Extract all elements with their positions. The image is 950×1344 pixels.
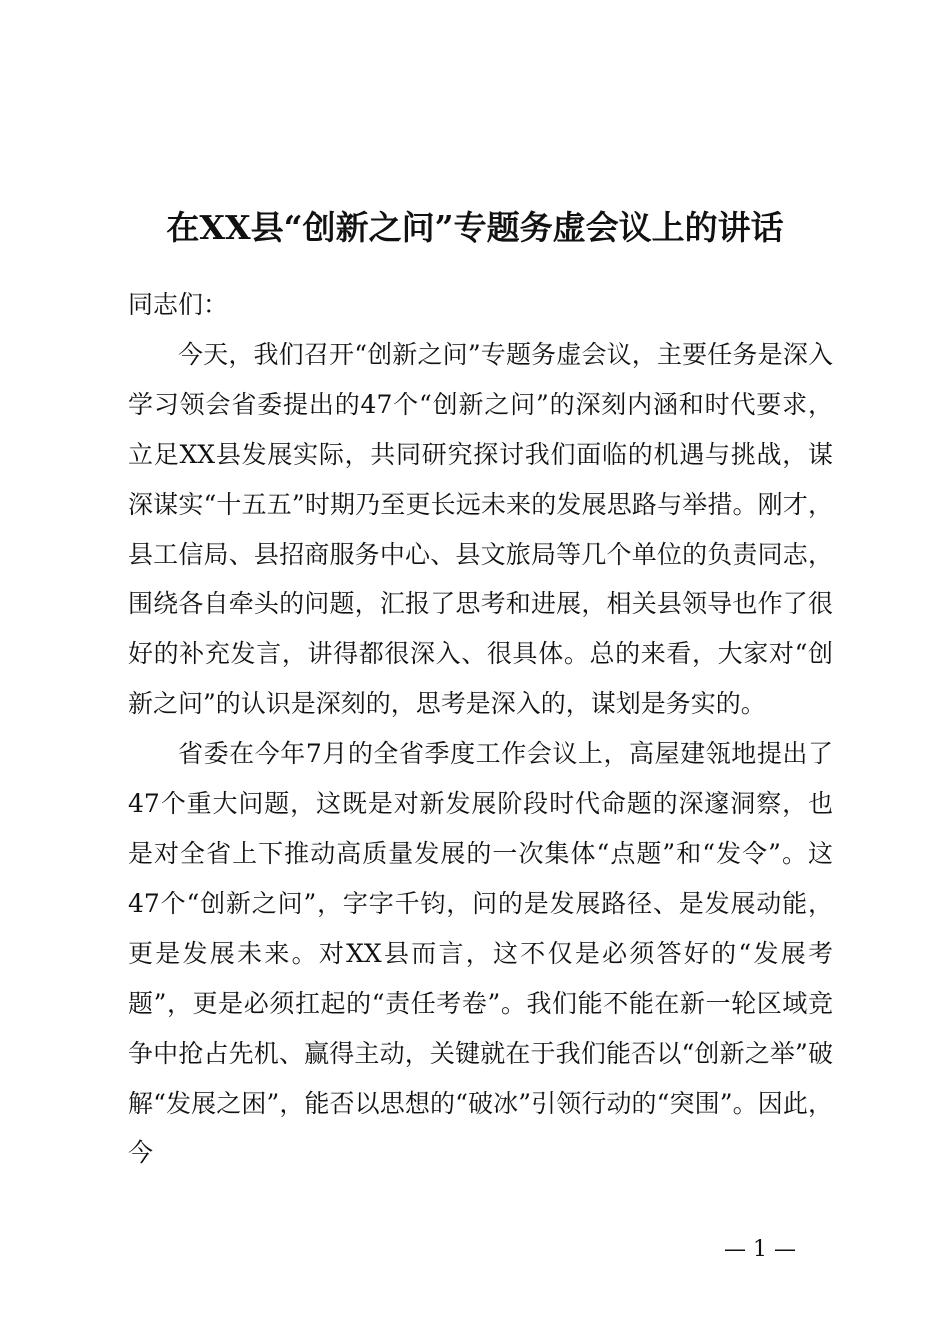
paragraph-1: 今天，我们召开“创新之问”专题务虚会议，主要任务是深入学习领会省委提出的47个“创新之问”的深刻内涵和时代要求，立足XX县发展实际，共同研究探讨我们面临的机遇与挑战，谋深谋实“十五五”时期乃至更长远未来的发展思路与举措。刚才，县工信局、县招商服务中心、县文旅局等几个单位的负责同志，围绕各自牵头的问题，汇报了思考和进展，相关县领导也作了很好的补充发言，讲得都很深入、很具体。总的来看，大家对“创新之问”的认识是深刻的，思考是深入的，谋划是务实的。 (128, 339, 833, 719)
document-title: 在XX县“创新之问”专题务虚会议上的讲话 (166, 208, 784, 248)
page-number: — 1 — (724, 1237, 796, 1262)
paragraph-2: 省委在今年7月的全省季度工作会议上，高屋建瓴地提出了47个重大问题，这既是对新发展阶段时代命题的深邃洞察，也是对全省上下推动高质量发展的一次集体“点题”和“发令”。这47个“创新之问”，字字千钧，问的是发展路径、是发展动能，更是发展未来。对XX县而言，这不仅是必须答好的“发展考题”，更是必须扛起的“责任考卷”。我们能不能在新一轮区域竞争中抢占先机、赢得主动，关键就在于我们能否以“创新之举”破解“发展之困”，能否以思想的“破冰”引领行动的“突围”。因此，今 (128, 739, 833, 1168)
document-body (128, 280, 833, 1178)
salutation: 同志们： (128, 290, 229, 319)
